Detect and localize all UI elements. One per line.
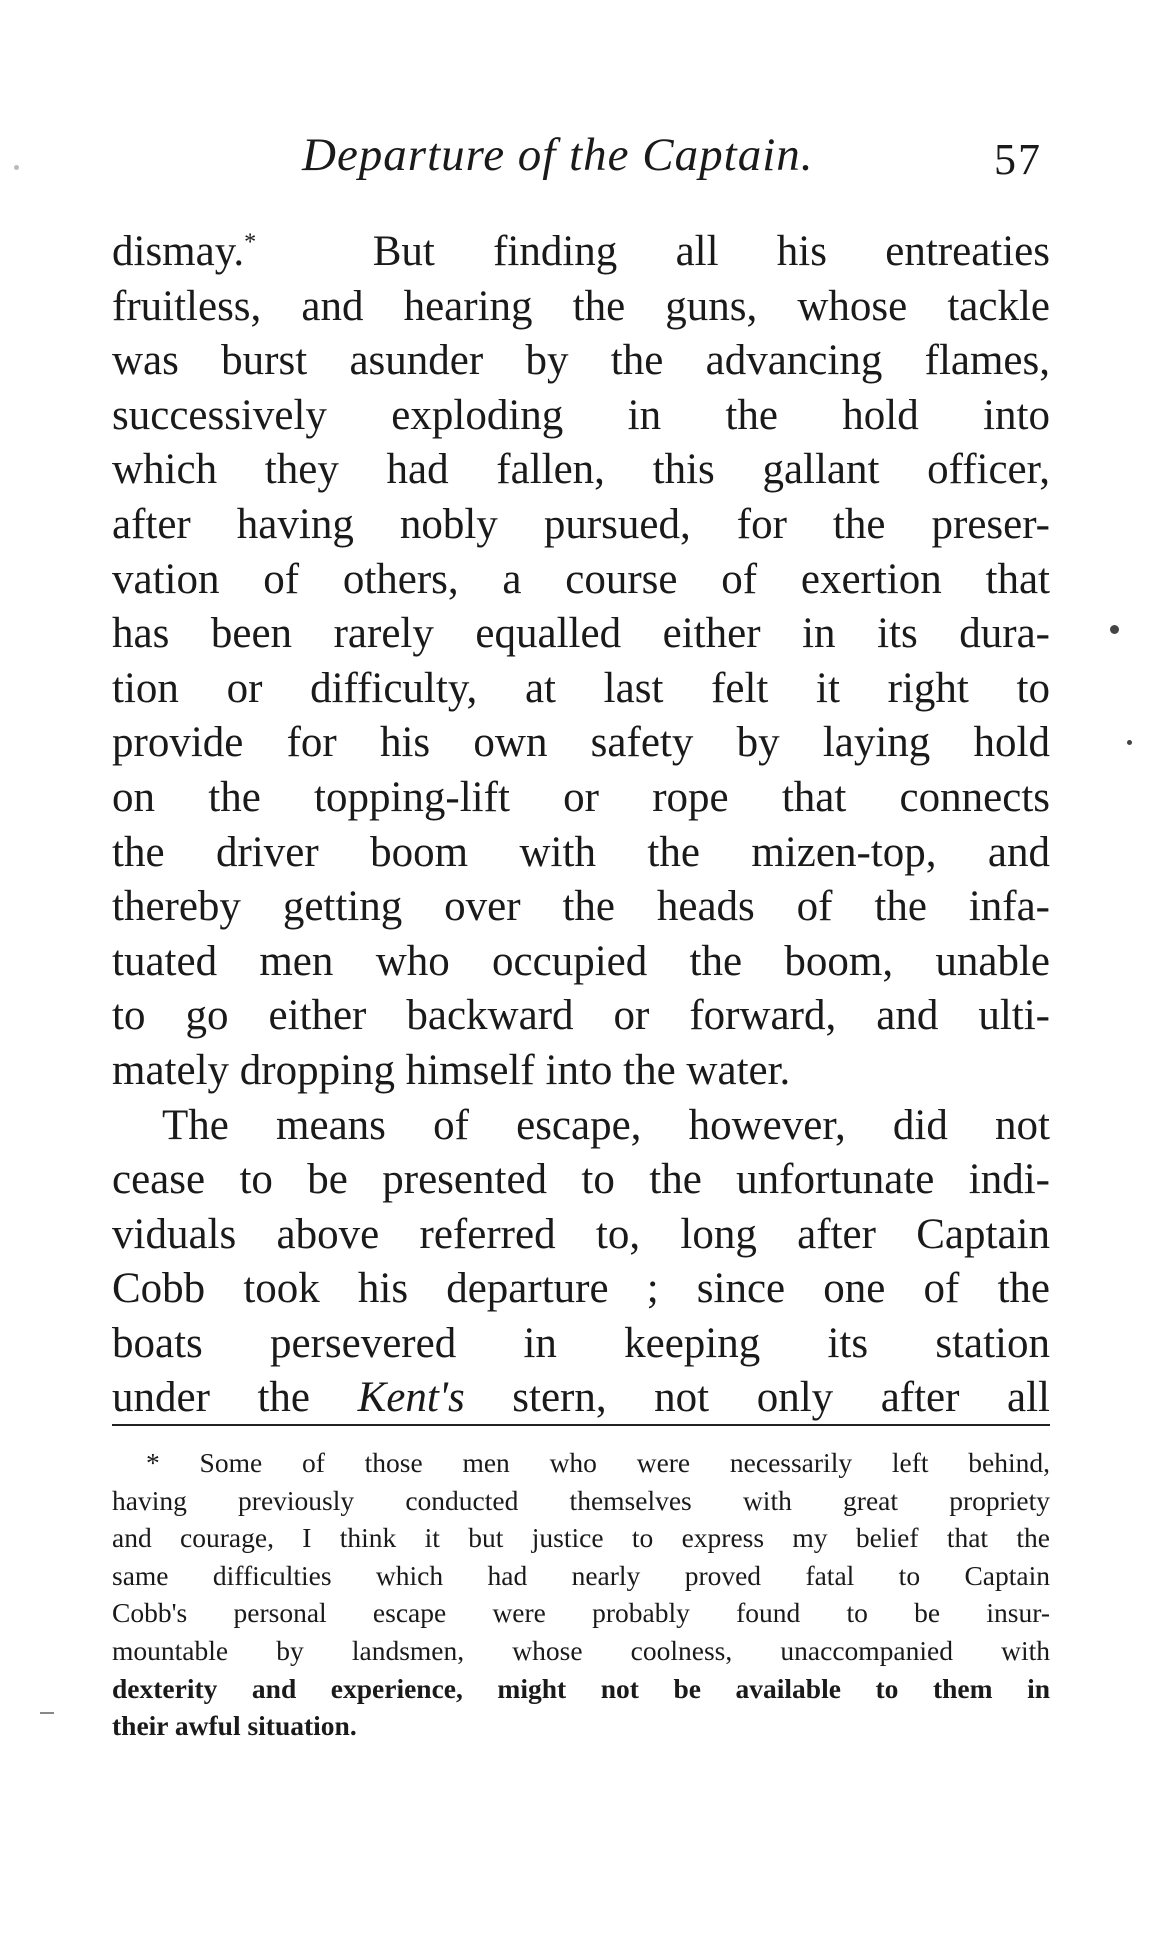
text-fragment: stern, not only after all: [464, 1374, 1050, 1422]
text-line: after having nobly pursued, for the preser-: [112, 500, 1050, 548]
text-line: has been rarely equalled either in its dura-: [112, 610, 1050, 658]
text-line: tuated men who occupied the boom, unable: [112, 937, 1050, 985]
text-line: mately dropping himself into the water.: [112, 1046, 791, 1094]
scan-speck: [14, 165, 19, 170]
text-line: cease to be presented to the unfortunate indi-: [112, 1156, 1050, 1204]
text-line: boats persevered in keeping its station: [112, 1319, 1050, 1367]
text-line: vation of others, a course of exertion that: [112, 555, 1050, 603]
footnote-line: same difficulties which had nearly proved fatal to Captain: [112, 1559, 1050, 1591]
text-line: successively exploding in the hold into: [112, 391, 1050, 439]
text-line: was burst asunder by the advancing flames,: [112, 337, 1050, 385]
text-fragment: under the: [112, 1374, 358, 1422]
text-line: on the topping-lift or rope that connects: [112, 773, 1050, 821]
footnote-line: * Some of those men who were necessarily left behind,: [146, 1447, 1050, 1478]
text-line: provide for his own safety by laying hold: [112, 719, 1050, 767]
footnote-rule: [112, 1424, 1050, 1426]
footnote: [112, 1444, 1050, 1745]
text-line: to go either backward or forward, and ulti-: [112, 992, 1050, 1040]
footnote-line: their awful situation.: [112, 1710, 357, 1742]
text-word: dismay.: [112, 228, 245, 275]
body-text: [112, 225, 1050, 1426]
scan-speck: [40, 1712, 54, 1714]
text-line: which they had fallen, this gallant officer,: [112, 446, 1050, 494]
ship-name: Kent's: [357, 1374, 465, 1422]
text-line: The means of escape, however, did not: [162, 1101, 1050, 1149]
footnote-line: having previously conducted themselves with great propriety: [112, 1484, 1050, 1516]
running-title: Departure of the Captain.: [302, 129, 814, 181]
page-number: 57: [994, 135, 1042, 184]
text-fragment: But finding all his entreaties: [372, 228, 1050, 275]
footnote-line: dexterity and experience, might not be available to them in: [112, 1672, 1050, 1704]
text-line: the driver boom with the mizen-top, and: [112, 828, 1050, 876]
text-line: thereby getting over the heads of the infa-: [112, 883, 1050, 931]
text-line: tion or difficulty, at last felt it right to: [112, 664, 1050, 712]
scan-speck: [1110, 625, 1119, 634]
text-line: fruitless, and hearing the guns, whose tackle: [112, 282, 1050, 330]
page-header: [112, 122, 1050, 192]
footnote-line: Cobb's personal escape were probably found to be insur-: [112, 1597, 1050, 1629]
text-line: [112, 225, 1050, 280]
text-line: viduals above referred to, long after Captain: [112, 1210, 1050, 1258]
footnote-mark: *: [244, 229, 257, 256]
text-line: Cobb took his departure ; since one of the: [112, 1265, 1050, 1313]
footnote-line: mountable by landsmen, whose coolness, unaccompanied with: [112, 1634, 1050, 1666]
footnote-line: and courage, I think it but justice to express my belief that the: [112, 1522, 1050, 1554]
scan-speck: [1127, 740, 1132, 745]
text-line: [112, 1371, 1050, 1426]
